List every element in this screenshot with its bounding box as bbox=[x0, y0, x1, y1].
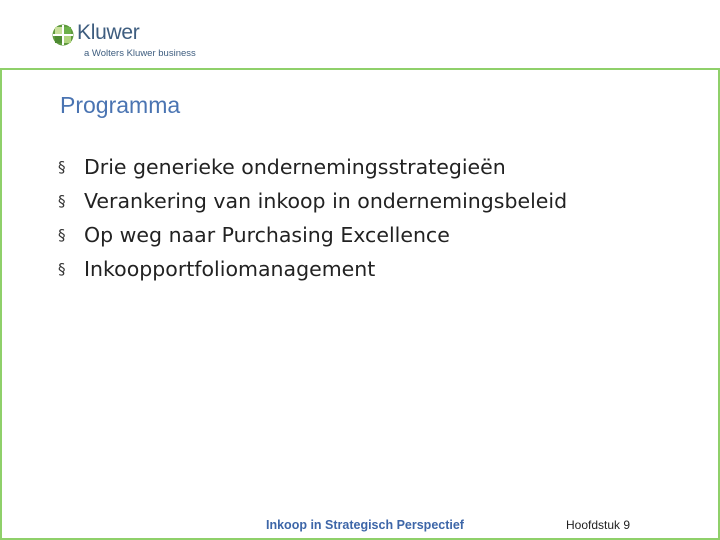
kluwer-logo bbox=[50, 20, 220, 62]
bullet-marker-icon: § bbox=[58, 226, 66, 244]
logo-wordmark: Kluwer bbox=[77, 21, 140, 44]
footer-chapter: Hoofdstuk 9 bbox=[566, 518, 631, 532]
footer-book-title: Inkoop in Strategisch Perspectief bbox=[266, 518, 464, 532]
bullet-text: Op weg naar Purchasing Excellence bbox=[84, 223, 450, 247]
logo-tagline: a Wolters Kluwer business bbox=[84, 48, 196, 59]
bullet-item bbox=[58, 252, 567, 286]
bullet-item bbox=[58, 218, 567, 252]
bullet-text: Inkoopportfoliomanagement bbox=[84, 257, 376, 281]
bullet-text: Drie generieke ondernemingsstrategieën bbox=[84, 155, 506, 179]
kluwer-globe-icon bbox=[52, 24, 74, 46]
slide-title: Programma bbox=[60, 92, 181, 118]
content-frame bbox=[0, 68, 720, 540]
bullet-marker-icon: § bbox=[58, 158, 66, 176]
bullet-marker-icon: § bbox=[58, 192, 66, 210]
bullet-marker-icon: § bbox=[58, 260, 66, 278]
bullet-text: Verankering van inkoop in ondernemingsbeleid bbox=[84, 189, 568, 213]
bullet-list bbox=[58, 150, 567, 286]
bullet-item bbox=[58, 150, 567, 184]
bullet-item bbox=[58, 184, 567, 218]
